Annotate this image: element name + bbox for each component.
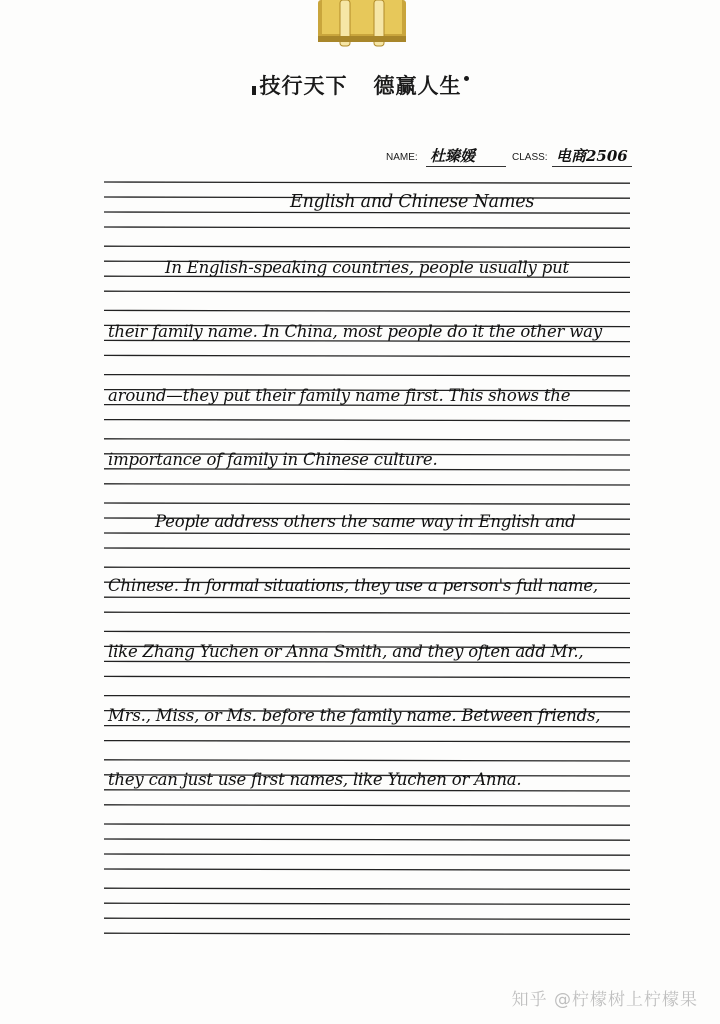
essay-line-9: they can just use first names, like Yuchen or Anna. — [108, 770, 522, 789]
watermark: 知乎 @柠檬树上柠檬果 — [511, 990, 698, 1010]
essay-line-7: like Zhang Yuchen or Anna Smith, and they often add Mr., — [108, 642, 584, 661]
essay-title: English and Chinese Names — [290, 192, 535, 212]
name-value: 杜臻媛 — [430, 147, 476, 165]
name-label: NAME: — [386, 152, 418, 163]
motto-right: 德赢人生 — [373, 73, 462, 98]
essay-line-6: Chinese. In formal situations, they use a person's full name, — [108, 576, 598, 595]
essay-line-5: People address others the same way in English and — [155, 512, 576, 531]
class-value: 电商2506 — [556, 147, 628, 165]
motto-left: 技行天下 — [259, 73, 348, 98]
class-label: CLASS: — [512, 152, 548, 163]
essay-line-8: Mrs., Miss, or Ms. before the family name. Between friends, — [108, 706, 601, 725]
essay-line-3: around—they put their family name first. This shows the — [108, 386, 571, 405]
essay-line-2: their family name. In China, most people do it the other way — [108, 322, 602, 341]
essay-line-1: In English-speaking countries, people usually put — [165, 258, 569, 277]
essay-line-4: importance of family in Chinese culture. — [108, 450, 438, 469]
